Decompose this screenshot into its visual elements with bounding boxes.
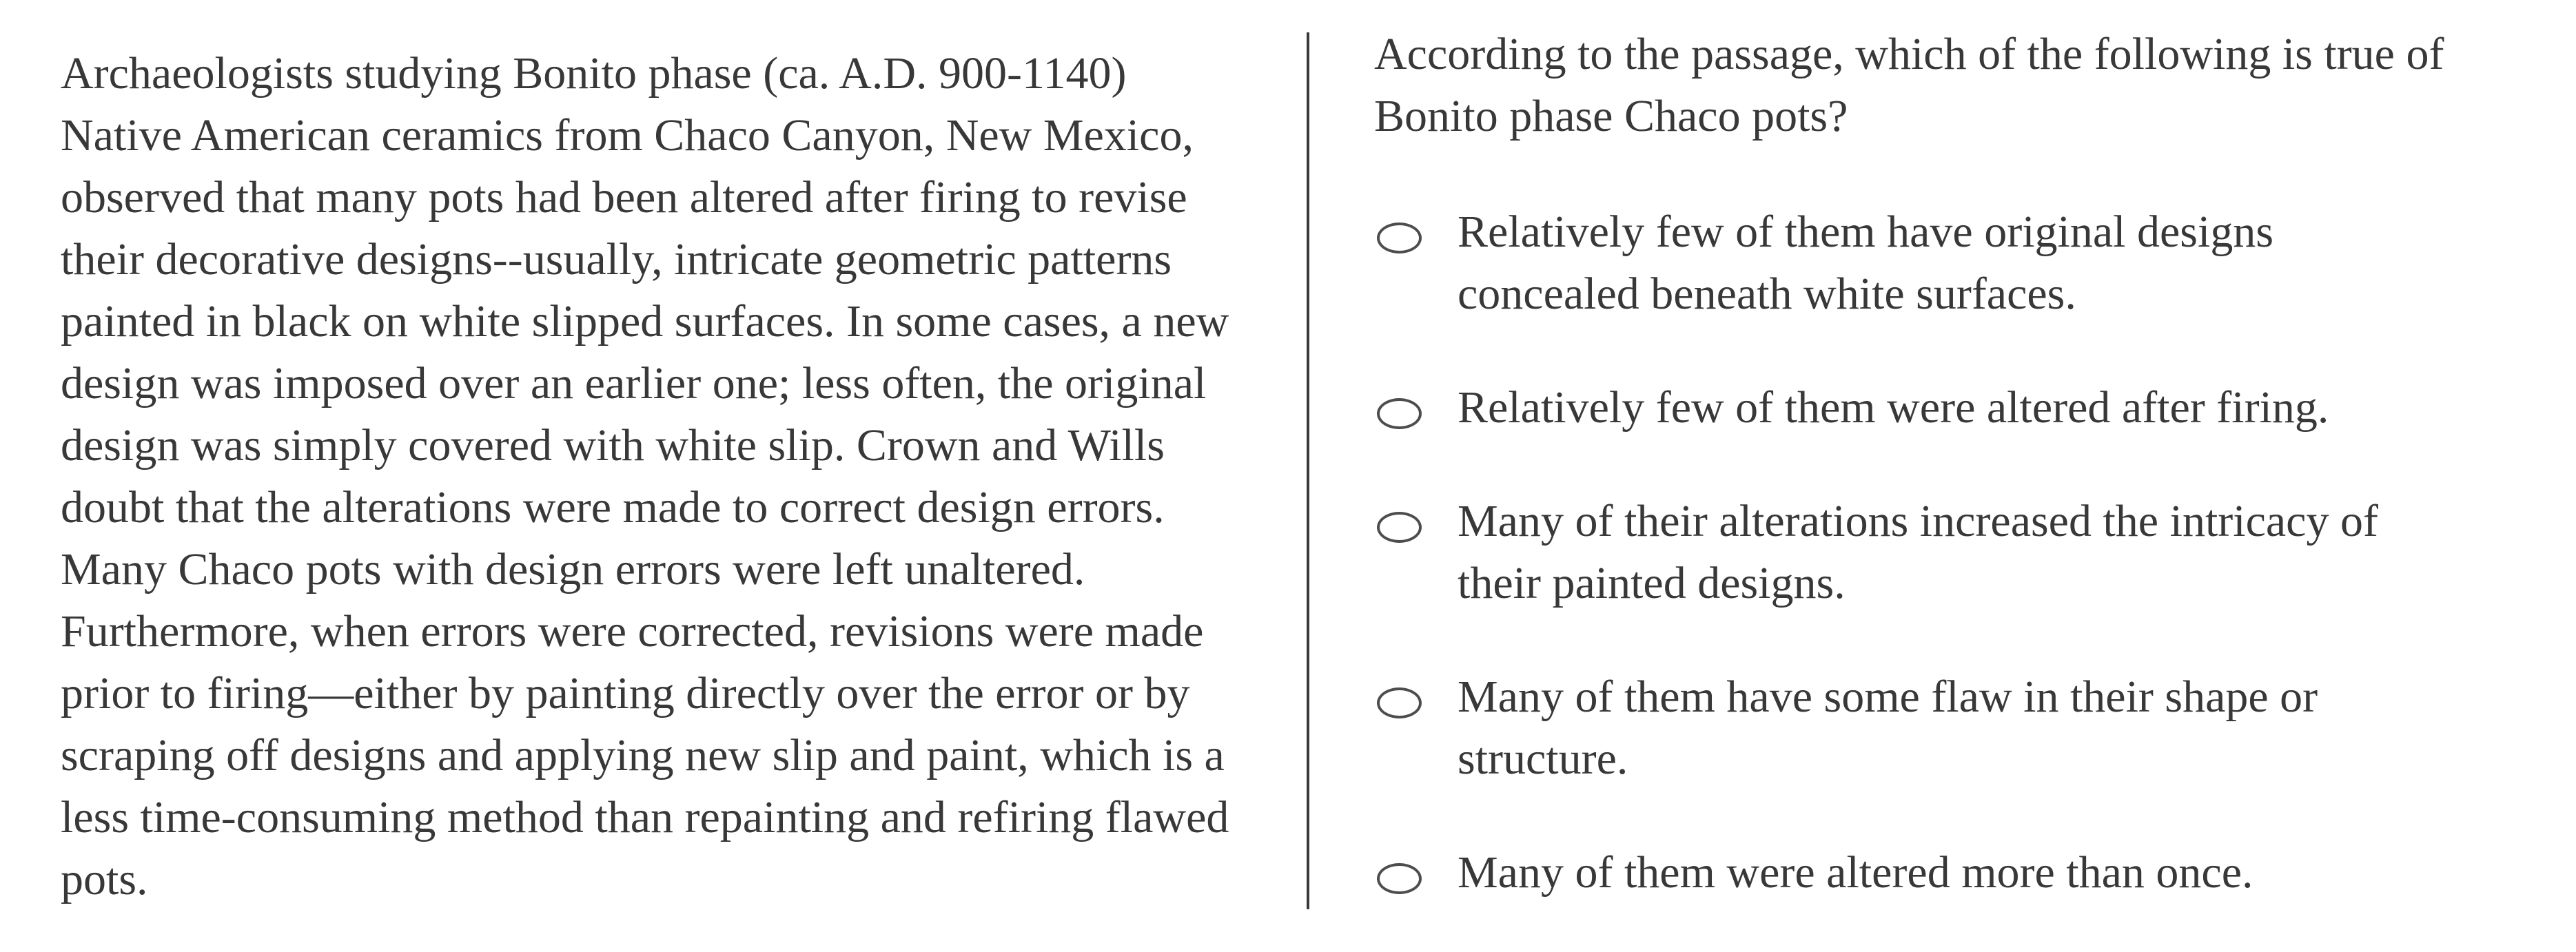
answer-option-4[interactable] <box>1374 666 2477 790</box>
answer-option-label[interactable]: Many of them were altered more than once. <box>1458 847 2253 898</box>
answer-option-label[interactable]: Many of them have some flaw in their shape or structure. <box>1458 672 2318 784</box>
passage-text: Archaeologists studying Bonito phase (ca. A.D. 900-1140) Native American ceramics from Chaco Canyon, New Mexico, observed that many pots had been altered after firing to revise their decorative designs--usually, intricate geometric patterns painted in black on white slipped surfaces. In some cases, a new design was imposed over an earlier one; less often, the original design was simply covered with white slip. Crown and Wills doubt that the alterations were made to correct design errors. Many Chaco pots with design errors were left unaltered. Furthermore, when errors were corrected, revisions were made prior to firing—either by painting directly over the error or by scraping off designs and applying new slip and paint, which is a less time-consuming method than repainting and refiring flawed pots. <box>61 48 1229 904</box>
answer-option-2[interactable] <box>1374 377 2477 439</box>
question-panel <box>1374 23 2477 952</box>
answer-option-label[interactable]: Relatively few of them were altered after firing. <box>1458 382 2329 433</box>
answer-option-1[interactable] <box>1374 201 2477 325</box>
answer-option-5[interactable] <box>1374 842 2477 904</box>
question-text: According to the passage, which of the following is true of Bonito phase Chaco pots? <box>1374 29 2444 141</box>
answer-options-list <box>1374 201 2477 904</box>
answer-option-label[interactable]: Relatively few of them have original designs concealed beneath white surfaces. <box>1458 207 2274 319</box>
passage-panel <box>61 43 1232 911</box>
radio-button-option-5[interactable] <box>1377 863 1422 894</box>
vertical-divider <box>1307 32 1309 909</box>
radio-button-option-1[interactable] <box>1377 223 1422 253</box>
radio-button-option-2[interactable] <box>1377 398 1422 429</box>
radio-button-option-3[interactable] <box>1377 512 1422 543</box>
answer-option-label[interactable]: Many of their alterations increased the intricacy of their painted designs. <box>1458 496 2378 608</box>
answer-option-3[interactable] <box>1374 490 2477 614</box>
radio-button-option-4[interactable] <box>1377 687 1422 718</box>
